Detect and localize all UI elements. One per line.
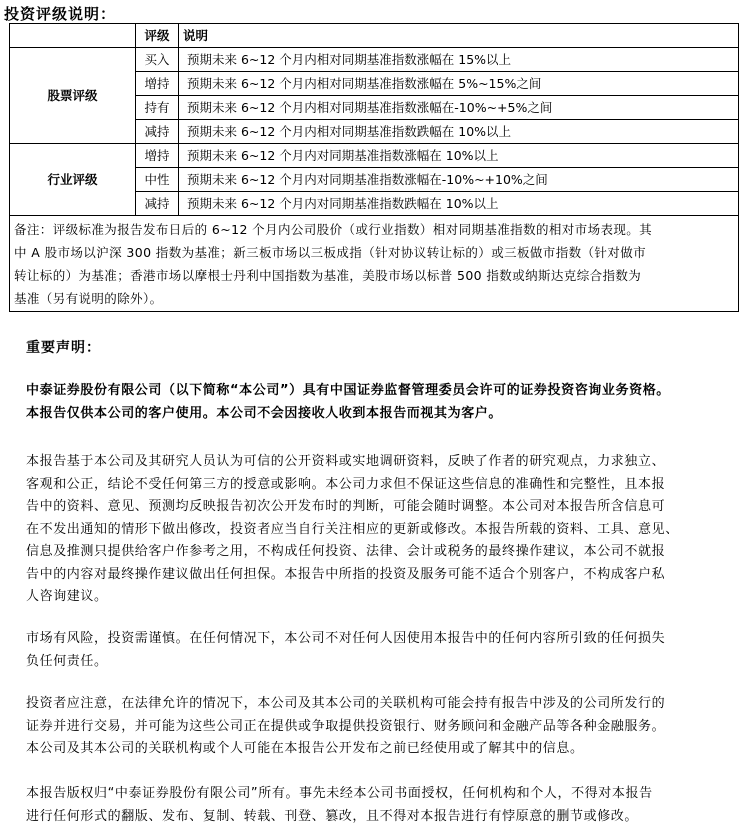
rating-description: 预期未来 6~12 个月内相对同期基准指数涨幅在-10%~+5%之间 <box>179 96 739 120</box>
note-line: 备注：评级标准为报告发布日后的 6~12 个月内公司股价（或行业指数）相对同期基准指数的相对市场表现。其 <box>14 218 734 241</box>
page-title: 投资评级说明： <box>4 3 116 24</box>
disclaimer-paragraph-1 <box>26 451 730 609</box>
rating-level: 持有 <box>136 96 179 120</box>
table-header-row <box>10 24 739 48</box>
paragraph-line: 本报告基于本公司及其研究人员认为可信的公开资料或实地调研资料，反映了作者的研究观点，力求独立、 <box>26 451 730 474</box>
paragraph-line: 告中的内容对最终操作建议做出任何担保。本报告中所指的投资及服务可能不适合个别客户，不构成客户私 <box>26 564 730 587</box>
disclaimer-title: 重要声明： <box>26 337 101 357</box>
note-line: 基准（另有说明的除外）。 <box>14 287 734 310</box>
paragraph-line: 市场有风险，投资需谨慎。在任何情况下，本公司不对任何人因使用本报告中的任何内容所引致的任何损失 <box>26 628 730 651</box>
category-stock-rating: 股票评级 <box>10 48 136 144</box>
disclaimer-intro <box>26 380 730 425</box>
paragraph-line: 中泰证券股份有限公司（以下简称“本公司”）具有中国证券监督管理委员会许可的证券投资咨询业务资格。 <box>26 380 730 403</box>
table-row <box>10 48 739 72</box>
rating-level: 减持 <box>136 192 179 216</box>
rating-level: 中性 <box>136 168 179 192</box>
category-industry-rating: 行业评级 <box>10 144 136 216</box>
table-header-empty <box>10 24 136 48</box>
column-header-desc: 说明 <box>179 24 739 48</box>
table-note-row <box>10 216 739 312</box>
rating-description: 预期未来 6~12 个月内相对同期基准指数涨幅在 15%以上 <box>179 48 739 72</box>
paragraph-line: 本报告版权归“中泰证券股份有限公司”所有。事先未经本公司书面授权，任何机构和个人，不得对本报告 <box>26 783 730 806</box>
paragraph-line: 人咨询建议。 <box>26 586 730 609</box>
rating-level: 增持 <box>136 72 179 96</box>
note-line: 中 A 股市场以沪深 300 指数为基准；新三板市场以三板成指（针对协议转让标的）或三板做市指数（针对做市 <box>14 241 734 264</box>
column-header-level: 评级 <box>136 24 179 48</box>
paragraph-line: 告中的资料、意见、预测均反映报告初次公开发布时的判断，可能会随时调整。本公司对本报告所含信息可 <box>26 496 730 519</box>
paragraph-line: 证券并进行交易，并可能为这些公司正在提供或争取提供投资银行、财务顾问和金融产品等各种金融服务。 <box>26 716 730 739</box>
rating-description: 预期未来 6~12 个月内相对同期基准指数涨幅在 5%~15%之间 <box>179 72 739 96</box>
rating-description: 预期未来 6~12 个月内相对同期基准指数跌幅在 10%以上 <box>179 120 739 144</box>
rating-table <box>9 23 739 312</box>
rating-description: 预期未来 6~12 个月内对同期基准指数涨幅在 10%以上 <box>179 144 739 168</box>
paragraph-line: 客观和公正，结论不受任何第三方的授意或影响。本公司力求但不保证这些信息的准确性和完整性，且本报 <box>26 474 730 497</box>
table-note <box>10 216 739 312</box>
paragraph-line: 本报告仅供本公司的客户使用。本公司不会因接收人收到本报告而视其为客户。 <box>26 403 730 426</box>
rating-description: 预期未来 6~12 个月内对同期基准指数跌幅在 10%以上 <box>179 192 739 216</box>
rating-level: 买入 <box>136 48 179 72</box>
paragraph-line: 投资者应注意，在法律允许的情况下，本公司及其本公司的关联机构可能会持有报告中涉及的公司所发行的 <box>26 693 730 716</box>
disclaimer-paragraph-2 <box>26 628 730 673</box>
paragraph-line: 进行任何形式的翻版、发布、复制、转载、刊登、篡改，且不得对本报告进行有悖原意的删节或修改。 <box>26 806 730 828</box>
disclaimer-paragraph-3 <box>26 693 730 761</box>
paragraph-line: 本公司及其本公司的关联机构或个人可能在本报告公开发布之前已经使用或了解其中的信息。 <box>26 738 730 761</box>
paragraph-line: 负任何责任。 <box>26 651 730 674</box>
note-line: 转让标的）为基准；香港市场以摩根士丹利中国指数为基准，美股市场以标普 500 指数或纳斯达克综合指数为 <box>14 264 734 287</box>
rating-description: 预期未来 6~12 个月内对同期基准指数涨幅在-10%~+10%之间 <box>179 168 739 192</box>
disclaimer-paragraph-4 <box>26 783 730 828</box>
paragraph-line: 在不发出通知的情形下做出修改，投资者应当自行关注相应的更新或修改。本报告所载的资料、工具、意见、 <box>26 519 730 542</box>
table-row <box>10 144 739 168</box>
rating-level: 减持 <box>136 120 179 144</box>
rating-level: 增持 <box>136 144 179 168</box>
paragraph-line: 信息及推测只提供给客户作参考之用，不构成任何投资、法律、会计或税务的最终操作建议，本公司不就报 <box>26 541 730 564</box>
